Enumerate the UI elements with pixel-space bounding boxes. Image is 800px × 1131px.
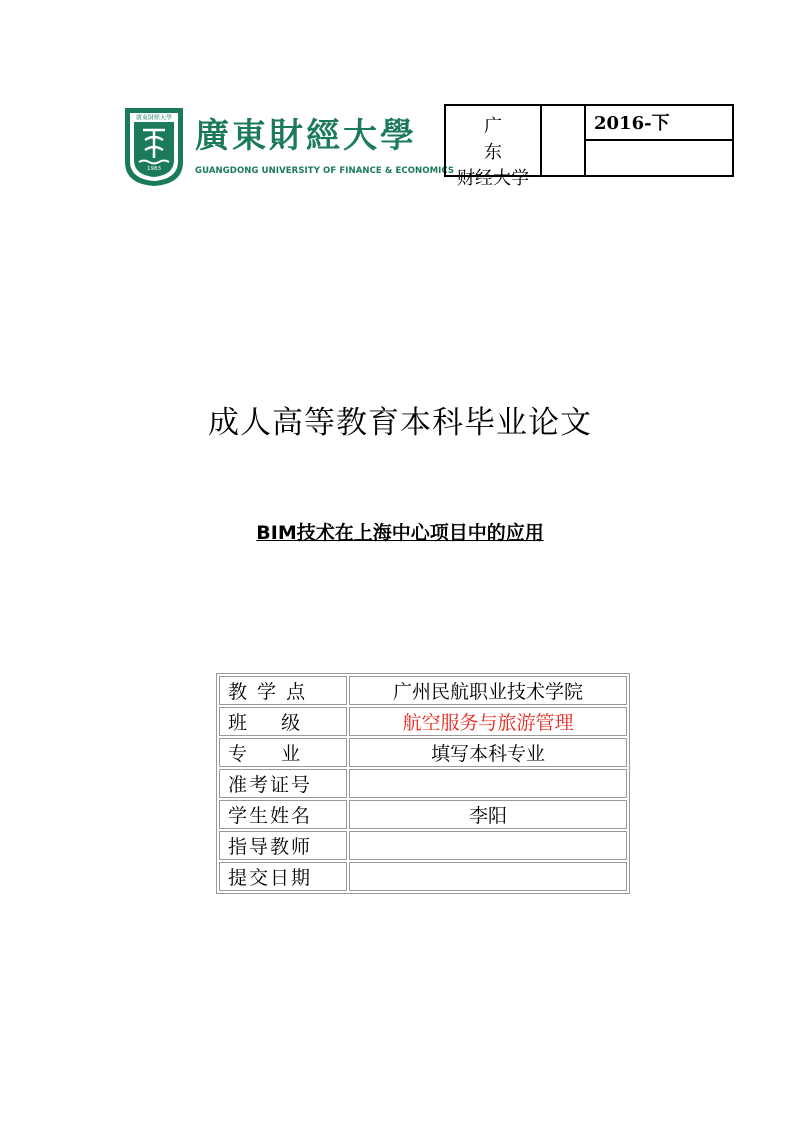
code-box-empty-cell [542,106,586,175]
university-seal-icon [123,106,185,188]
info-label: 专 业 [219,738,347,767]
thesis-subtitle: BIM技术在上海中心项目中的应用 [256,522,544,544]
info-value: 广州民航职业技术学院 [349,676,627,705]
info-value: 李阳 [349,800,627,829]
student-info-table [216,673,630,894]
school-name-line1: 广东 [484,116,526,163]
info-row [219,862,627,891]
info-value [349,831,627,860]
university-logo [123,106,455,190]
logo-name-cn: 廣東財經大學 [195,116,417,156]
info-label: 班 级 [219,707,347,736]
info-row [219,800,627,829]
term-label: 2016-下 [584,106,734,141]
info-label: 指导教师 [219,831,347,860]
school-name-cell [446,106,542,189]
school-name-line2: 财经大学 [457,168,529,189]
info-label: 准考证号 [219,769,347,798]
info-value: 航空服务与旅游管理 [349,707,627,736]
info-row [219,707,627,736]
school-code-box [444,104,734,189]
info-value: 填写本科专业 [349,738,627,767]
info-value [349,862,627,891]
info-row [219,676,627,705]
info-row [219,738,627,767]
seal-year: 1983 [147,166,161,172]
page-title: 成人高等教育本科毕业论文 [208,405,592,441]
info-row [219,831,627,860]
info-label: 学生姓名 [219,800,347,829]
info-label: 教 学 点 [219,676,347,705]
info-row [219,769,627,798]
term-cell [584,106,734,175]
seal-text: 廣東財經大學 [135,114,173,122]
info-value [349,769,627,798]
logo-name-en: GUANGDONG UNIVERSITY OF FINANCE & ECONOMICS [195,166,455,176]
info-label: 提交日期 [219,862,347,891]
